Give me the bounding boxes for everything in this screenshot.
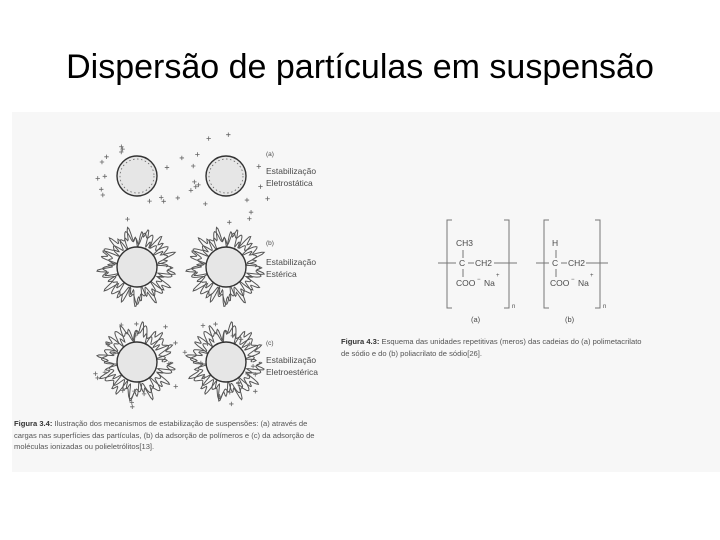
structure-b-h: H <box>552 238 559 248</box>
figure-4-3-caption <box>341 336 713 359</box>
structure-a-subscript: n <box>512 304 516 310</box>
panel-b-line1: Estabilização <box>266 257 317 267</box>
panel-b-tag: (b) <box>266 240 274 247</box>
structure-b-na: Na <box>578 278 589 288</box>
structure-b-minus-sign: − <box>571 277 575 283</box>
panel-a-tag: (a) <box>266 151 274 158</box>
structure-a-ch2: CH2 <box>475 258 493 268</box>
panel-c-tag: (c) <box>266 340 274 347</box>
figure-3-4-caption-line1 <box>14 418 414 430</box>
electrostatic-particle-1 <box>117 156 157 196</box>
structure-a-coo: COO <box>456 278 476 288</box>
figure-3-4-caption-line2: cargas nas superfícies das partículas, (b) da adsorção de polímeros e (c) da adsorção de <box>14 430 315 440</box>
panel-b-line2: Estérica <box>266 269 297 279</box>
figure-4-3-caption-line1 <box>341 336 713 348</box>
figure-3-4-caption-text1: Ilustração dos mecanismos de estabilização de suspensões: (a) através de <box>54 419 308 428</box>
panel-c-line2: Eletroestérica <box>266 367 318 377</box>
panel-a-line1: Estabilização <box>266 166 317 176</box>
electrosteric-particle-2 <box>206 342 246 382</box>
structure-b-ch2: CH2 <box>568 258 586 268</box>
electrostatic-particle-2 <box>206 156 246 196</box>
electrosteric-particle-1 <box>117 342 157 382</box>
structure-a-plus-sign: + <box>496 273 500 279</box>
panel-a-line2: Eletrostática <box>266 178 313 188</box>
panel-c-line1: Estabilização <box>266 355 317 365</box>
structure-a-na: Na <box>484 278 495 288</box>
figure-3-4-caption <box>14 418 414 453</box>
steric-particle-2 <box>206 247 246 287</box>
slide-title: Dispersão de partículas em suspensão <box>66 48 654 86</box>
structure-a-tag: (a) <box>471 315 481 324</box>
steric-particle-1 <box>117 247 157 287</box>
figure-4-3-caption-label: Figura 4.3: <box>341 337 380 346</box>
figure-3-4-caption-line3: moléculas ionizadas ou polieletrólitos[13]. <box>14 442 155 451</box>
structure-b-plus-sign: + <box>590 273 594 279</box>
structure-a-minus-sign: − <box>477 277 481 283</box>
figure-3-4-caption-label: Figura 3.4: <box>14 419 53 428</box>
figure-4-3-caption-line2: de sódio e do (b) poliacrilato de sódio[26]. <box>341 348 482 358</box>
structure-a-ch3: CH3 <box>456 238 474 248</box>
structure-a-c: C <box>459 258 466 268</box>
structure-b-coo: COO <box>550 278 570 288</box>
structure-b-tag: (b) <box>565 315 575 324</box>
structure-b-c: C <box>552 258 559 268</box>
figure-4-3-caption-text1: Esquema das unidades repetitivas (meros) das cadeias do (a) polimetacrilato <box>381 337 642 346</box>
structure-b-subscript: n <box>603 304 607 310</box>
